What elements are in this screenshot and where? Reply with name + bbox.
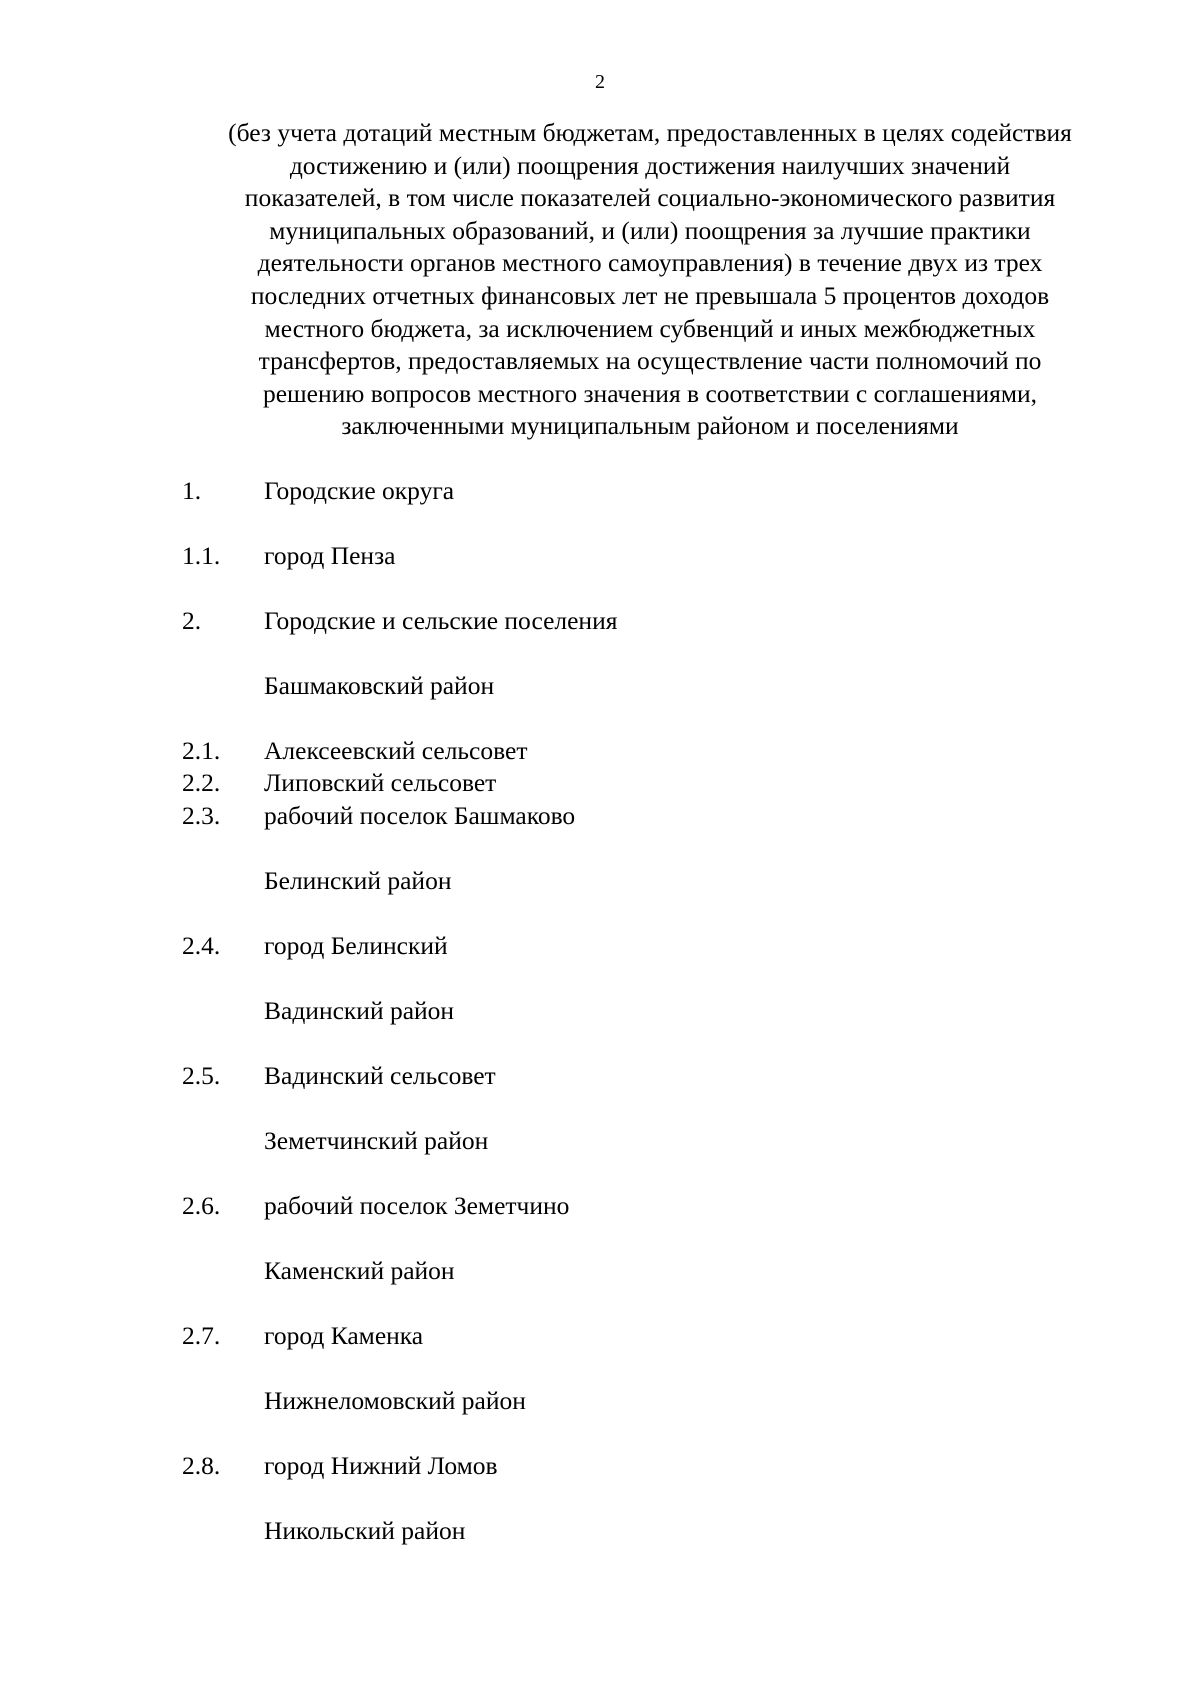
- heading-line: последних отчетных финансовых лет не превышала 5 процентов доходов: [250, 280, 1050, 310]
- item-number: 2.: [182, 606, 202, 635]
- item-text: Башмаковский район: [264, 671, 495, 700]
- item-number: 2.4.: [182, 931, 221, 960]
- item-text: Нижнеломовский район: [264, 1386, 526, 1415]
- item-number: 2.2.: [182, 768, 221, 797]
- item-text: город Каменка: [264, 1321, 424, 1350]
- item-number: 2.8.: [182, 1451, 221, 1480]
- item-text: Земетчинский район: [264, 1126, 489, 1155]
- heading-line: показателей, в том числе показателей социально-экономического развития: [244, 183, 1056, 213]
- item-text: Городские и сельские поселения: [264, 606, 618, 635]
- item-number: 2.7.: [182, 1321, 221, 1350]
- item-number: 1.: [182, 476, 202, 505]
- item-text: Вадинский сельсовет: [264, 1061, 496, 1090]
- heading-line: (без учета дотаций местным бюджетам, предоставленных в целях содействия: [228, 118, 1072, 147]
- item-number: 2.3.: [182, 801, 221, 830]
- item-text: Городские округа: [264, 476, 455, 505]
- item-text: Липовский сельсовет: [264, 768, 497, 797]
- item-text: Никольский район: [264, 1516, 466, 1545]
- item-text: город Пенза: [264, 541, 396, 570]
- heading-line: достижению и (или) поощрения достижения наилучших значений: [289, 150, 1011, 180]
- item-number: 1.1.: [182, 541, 221, 570]
- item-text: рабочий поселок Башмаково: [264, 801, 576, 830]
- item-text: Вадинский район: [264, 996, 455, 1025]
- heading-line: трансфертов, предоставляемых на осуществление части полномочий по: [258, 346, 1042, 376]
- heading-line: решению вопросов местного значения в соответствии с соглашениями,: [262, 378, 1038, 408]
- item-text: Белинский район: [264, 866, 452, 895]
- heading-line: заключенными муниципальным районом и поселениями: [341, 411, 959, 441]
- item-text: рабочий поселок Земетчино: [264, 1191, 570, 1220]
- item-text: город Белинский: [264, 931, 448, 960]
- item-text: Каменский район: [264, 1256, 455, 1285]
- item-text: Алексеевский сельсовет: [264, 736, 528, 765]
- page-number: 2: [595, 71, 605, 93]
- item-text: город Нижний Ломов: [264, 1451, 498, 1480]
- item-number: 2.5.: [182, 1061, 221, 1090]
- heading-line: местного бюджета, за исключением субвенций и иных межбюджетных: [264, 313, 1036, 343]
- heading-line: деятельности органов местного самоуправления) в течение двух из трех: [257, 248, 1043, 278]
- item-number: 2.6.: [182, 1191, 221, 1220]
- heading-line: муниципальных образований, и (или) поощрения за лучшие практики: [269, 215, 1031, 245]
- item-number: 2.1.: [182, 736, 221, 765]
